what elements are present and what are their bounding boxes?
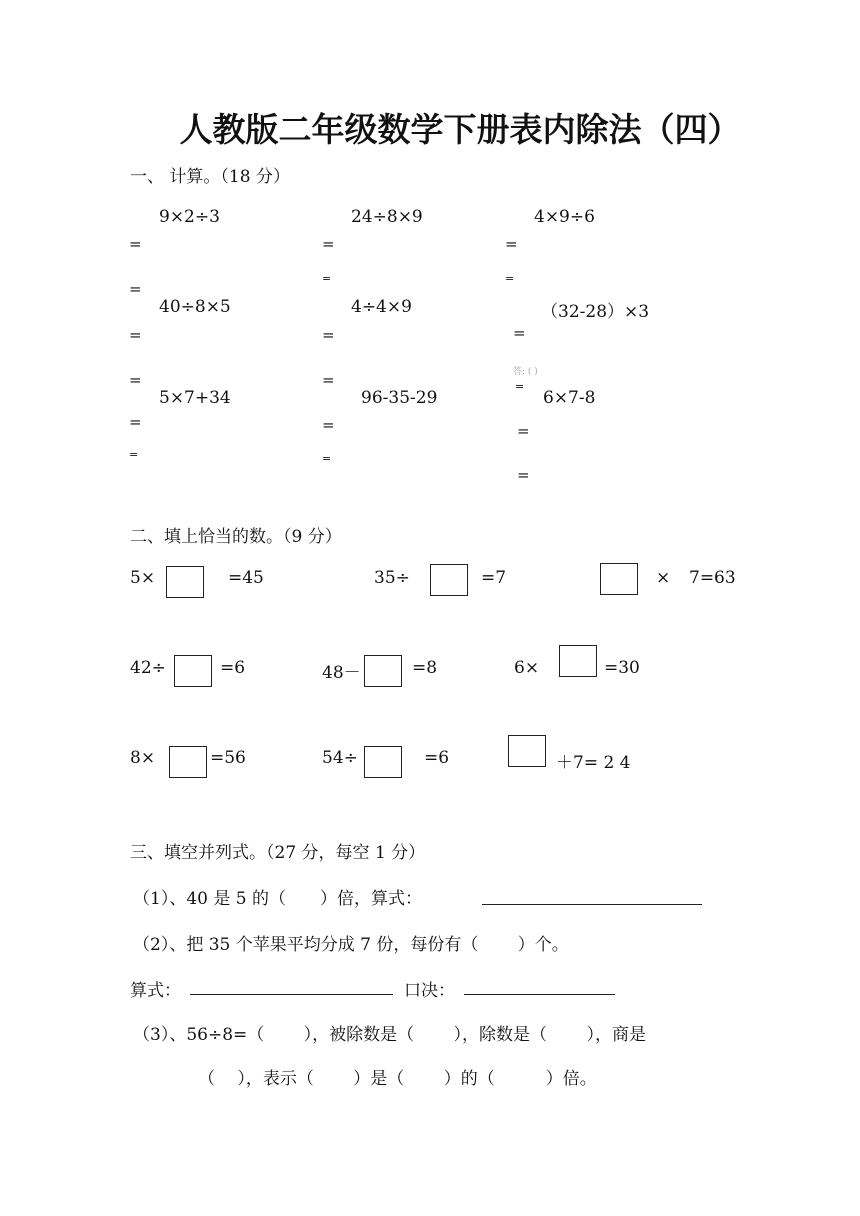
- equals-mark[interactable]: =: [505, 272, 515, 285]
- calc-expr-2: 24÷8×9: [351, 207, 423, 227]
- fill-suffix: =6: [424, 748, 450, 768]
- equals-mark[interactable]: =: [322, 272, 332, 285]
- answer-box[interactable]: [364, 746, 402, 778]
- fill-suffix: 7=63: [689, 568, 736, 588]
- fill-prefix: 48－: [322, 663, 361, 683]
- fill-suffix: =56: [210, 748, 246, 768]
- equals-mark[interactable]: =: [505, 235, 518, 253]
- faint-mark: 答: ( ): [513, 367, 538, 377]
- equals-mark[interactable]: =: [322, 452, 332, 465]
- answer-box[interactable]: [430, 564, 468, 596]
- answer-box[interactable]: [559, 645, 597, 677]
- question-2: （2）、把 35 个苹果平均分成 7 份，每份有（ ）个。: [133, 935, 569, 955]
- answer-box[interactable]: [169, 746, 207, 778]
- equals-mark[interactable]: =: [129, 326, 142, 344]
- equals-mark[interactable]: =: [513, 324, 526, 342]
- equals-mark[interactable]: =: [515, 380, 525, 393]
- section3-heading: 三、填空并列式。（27 分，每空 1 分）: [130, 843, 426, 863]
- equals-mark[interactable]: =: [517, 422, 530, 440]
- page-title: 人教版二年级数学下册表内除法（四）: [179, 110, 741, 149]
- calc-expr-1: 9×2÷3: [159, 207, 220, 227]
- question-3-cont: （ ），表示（ ）是（ ）的（ ）倍。: [198, 1069, 597, 1089]
- fill-prefix: 6×: [514, 658, 540, 678]
- answer-box[interactable]: [166, 566, 204, 598]
- answer-line[interactable]: [482, 903, 702, 905]
- fill-prefix: 42÷: [130, 658, 166, 678]
- answer-box[interactable]: [508, 735, 546, 767]
- fill-suffix: =8: [412, 658, 438, 678]
- fill-suffix: =6: [220, 658, 246, 678]
- equals-mark[interactable]: =: [322, 235, 335, 253]
- fill-prefix: 35÷: [374, 568, 410, 588]
- question-1: （1）、40 是 5 的（ ）倍，算式：: [133, 889, 422, 909]
- equals-mark[interactable]: =: [322, 416, 335, 434]
- fill-suffix: ＋7= 2 4: [556, 753, 631, 773]
- equals-mark[interactable]: =: [322, 371, 335, 389]
- calc-expr-7: 5×7+34: [159, 388, 231, 408]
- equals-mark[interactable]: =: [129, 448, 139, 461]
- section1-heading: 一、 计算。（18 分）: [130, 167, 290, 187]
- equals-mark[interactable]: =: [517, 466, 530, 484]
- fill-prefix: 54÷: [322, 748, 358, 768]
- calc-expr-6: （32-28）×3: [541, 302, 650, 322]
- fill-suffix: =7: [481, 568, 507, 588]
- answer-line[interactable]: [190, 993, 393, 995]
- formula-label: 算式：: [130, 981, 181, 1001]
- answer-box[interactable]: [600, 563, 638, 595]
- rhyme-label: 口决：: [404, 981, 455, 1001]
- section2-heading: 二、填上恰当的数。（9 分）: [130, 527, 342, 547]
- fill-suffix: =30: [604, 658, 640, 678]
- calc-expr-5: 4÷4×9: [351, 297, 412, 317]
- answer-box[interactable]: [364, 655, 402, 687]
- calc-expr-9: 6×7-8: [543, 388, 596, 408]
- fill-prefix: 8×: [130, 748, 156, 768]
- fill-operator: ×: [656, 568, 671, 588]
- answer-box[interactable]: [174, 655, 212, 687]
- equals-mark[interactable]: =: [129, 235, 142, 253]
- equals-mark[interactable]: =: [129, 371, 142, 389]
- fill-prefix: 5×: [130, 568, 156, 588]
- question-3: （3）、56÷8=（ ），被除数是（ ），除数是（ ），商是: [133, 1025, 646, 1045]
- equals-mark[interactable]: =: [129, 413, 142, 431]
- equals-mark[interactable]: =: [129, 280, 142, 298]
- answer-line[interactable]: [464, 993, 615, 995]
- calc-expr-8: 96-35-29: [361, 388, 438, 408]
- calc-expr-3: 4×9÷6: [534, 207, 595, 227]
- equals-mark[interactable]: =: [322, 326, 335, 344]
- fill-suffix: =45: [228, 568, 264, 588]
- calc-expr-4: 40÷8×5: [159, 297, 231, 317]
